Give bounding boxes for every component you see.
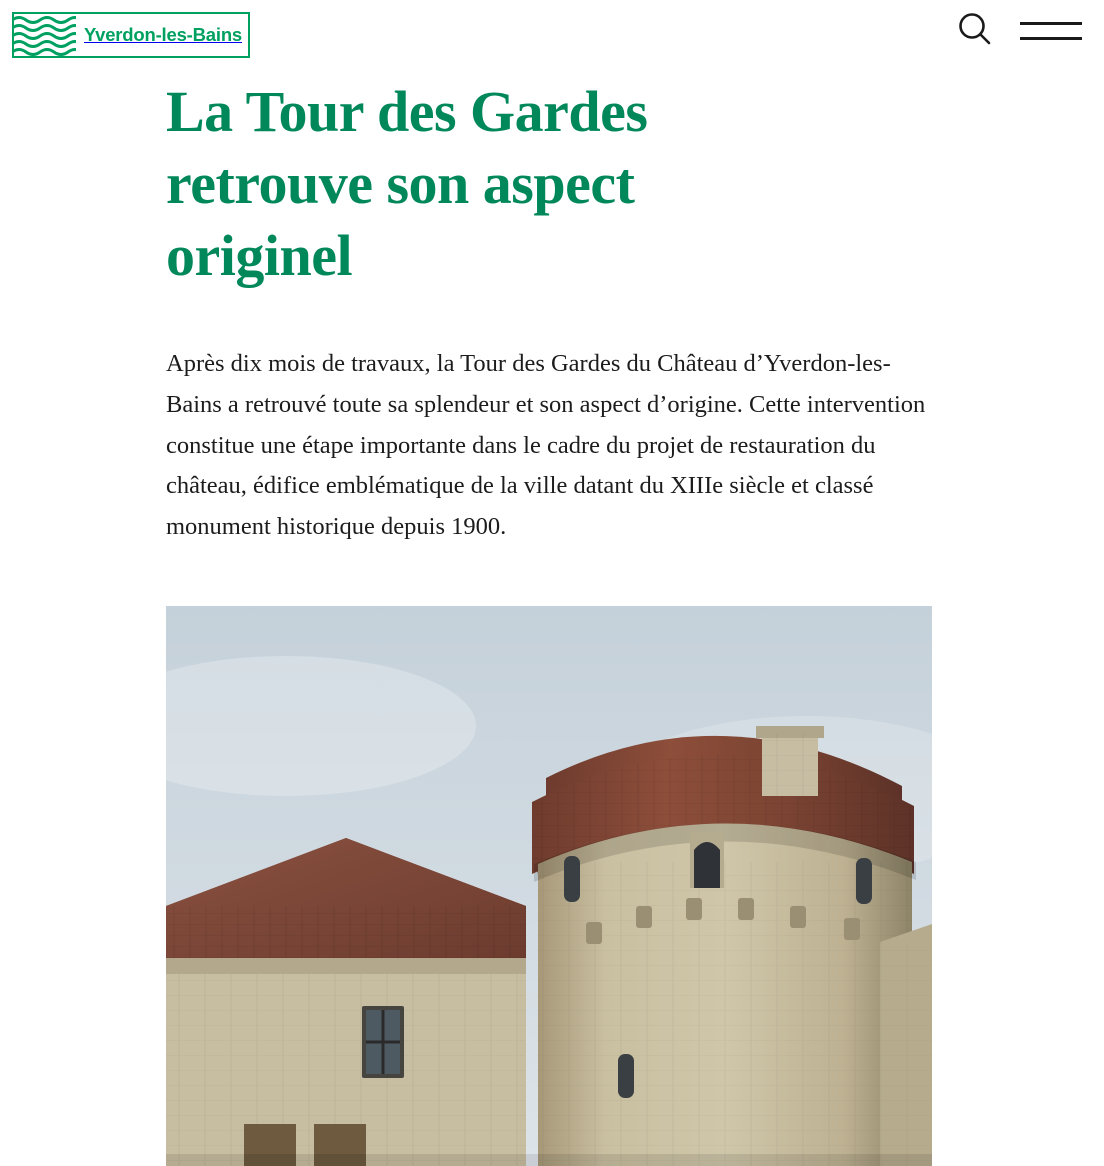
article-figure xyxy=(166,548,974,1166)
page-title: La Tour des Gardes retrouve son aspect originel xyxy=(166,79,648,288)
hamburger-bar xyxy=(1020,37,1082,40)
site-logo[interactable] xyxy=(12,12,250,58)
hamburger-menu-icon[interactable] xyxy=(1020,16,1082,40)
article xyxy=(0,70,1104,1166)
article-lead-paragraph: Après dix mois de travaux, la Tour des Gardes du Château d’Yverdon-les-Bains a retrouvé toute sa splendeur et son aspect d’origine. Cette intervention constitue une étape importante dans le cadre du projet de restauration du château, édifice emblématique de la ville datant du XIIIe siècle et classé monument historique depuis 1900. xyxy=(166,349,926,541)
header-actions xyxy=(954,8,1082,48)
search-icon[interactable] xyxy=(954,8,994,48)
tour-des-gardes-photo xyxy=(166,606,932,1166)
site-header xyxy=(0,0,1104,70)
waves-icon xyxy=(14,14,76,56)
site-logo-text: Yverdon-les-Bains xyxy=(84,24,243,45)
hamburger-bar xyxy=(1020,22,1082,25)
